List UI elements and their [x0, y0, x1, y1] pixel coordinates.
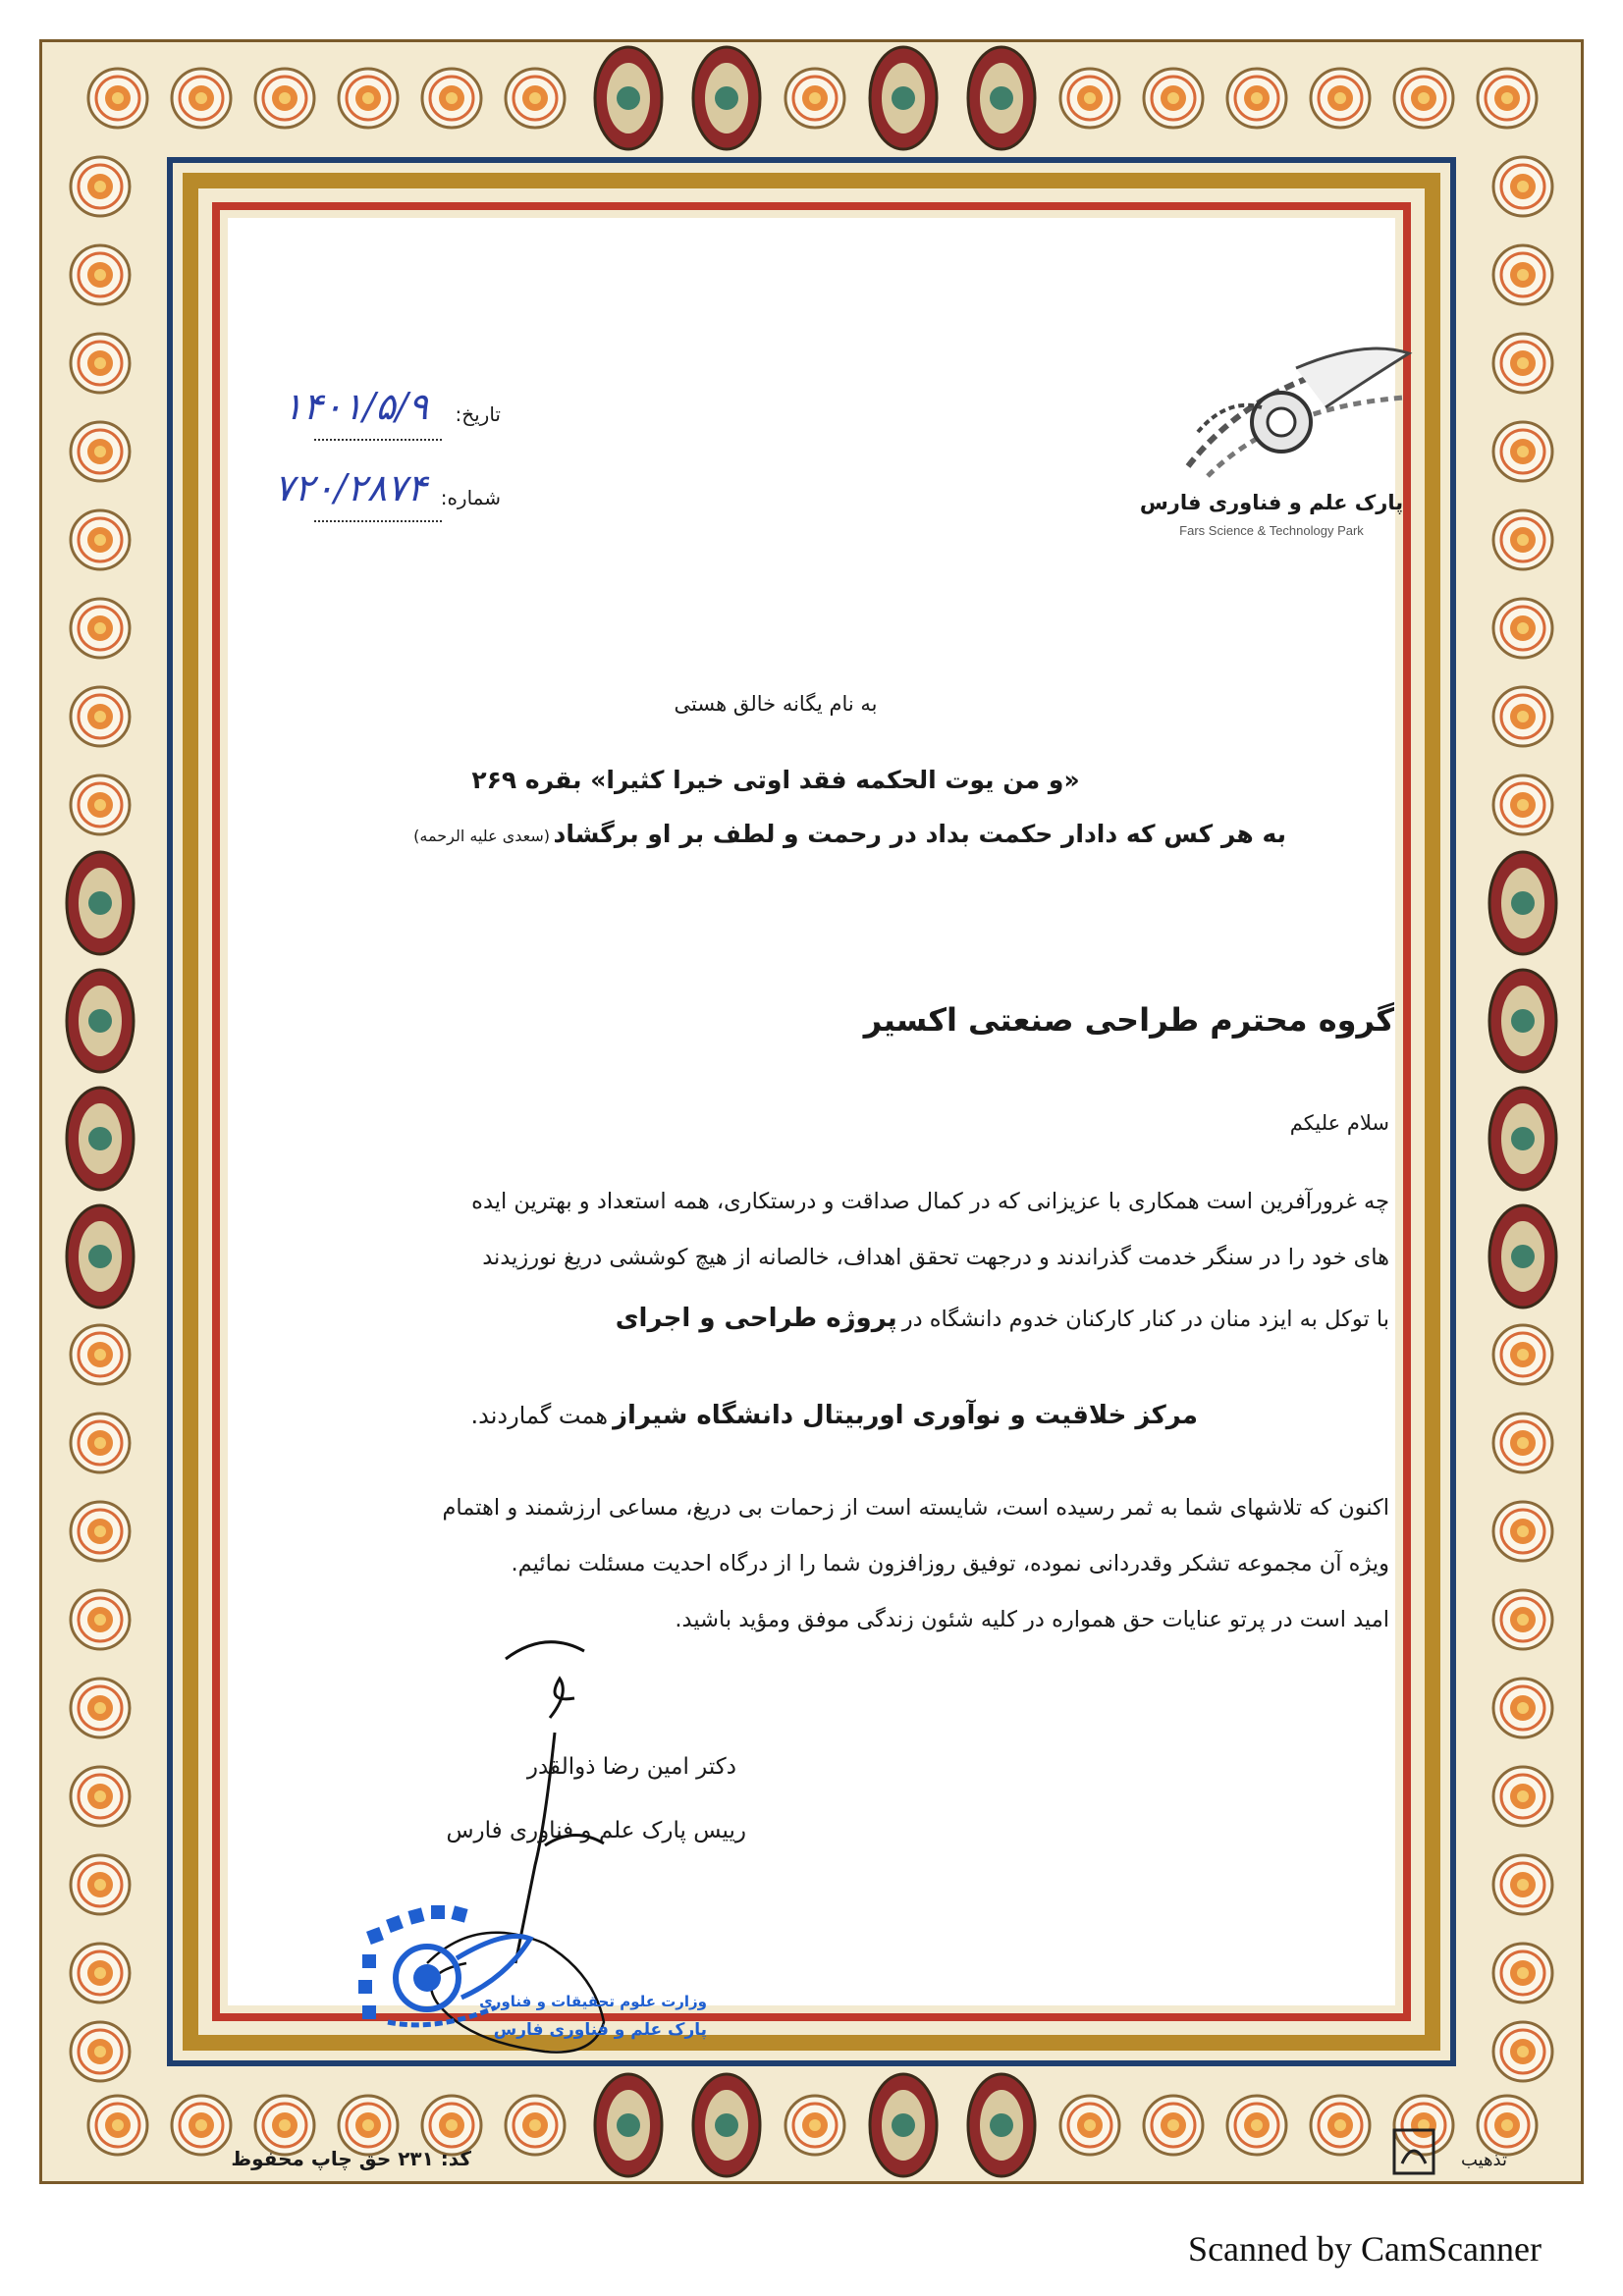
- date-value: ۱۴۰۱/۵/۹: [282, 385, 429, 428]
- paragraph-1-line-2: های خود را در سنگر خدمت گذراندند و درجهت تحقق اهداف، خالصانه از هیچ کوششی دریغ نورزیدند: [482, 1245, 1389, 1270]
- stamp-line-1: وزارت علوم تحقیقات و فناوری: [479, 1993, 707, 2010]
- logo-name-fa: پارک علم و فناوری فارس: [1139, 491, 1404, 514]
- paragraph-2-end: همت گماردند.: [470, 1402, 608, 1429]
- signer-name: دکتر امین رضا ذوالقدر: [526, 1754, 736, 1780]
- paragraph-1-line-1: چه غرورآفرین است همکاری با عزیزانی که در کمال صداقت و درستکاری، همه استعداد و بهترین ایده: [471, 1189, 1389, 1214]
- greeting: سلام علیکم: [1289, 1111, 1389, 1135]
- quote-line-2: به هر کس که دادار حکمت بداد در رحمت و لطف بر او برگشاد: [553, 820, 1286, 848]
- project-title: پروژه طراحی و اجرای: [615, 1304, 897, 1333]
- date-label: تاریخ:: [455, 402, 501, 426]
- number-underline: [314, 520, 442, 522]
- stamp-emblem-icon: [349, 1899, 535, 2037]
- number-label: شماره:: [440, 486, 501, 509]
- print-code: کد: ۲۳۱ حق چاپ محفوظ: [231, 2147, 471, 2170]
- park-logo-icon: [1168, 339, 1424, 486]
- recipient: گروه محترم طراحی صنعتی اکسیر: [863, 1001, 1394, 1039]
- paragraph-3-line-1: اکنون که تلاشهای شما به ثمر رسیده است، شایسته است از زحمات بی دریغ، مساعی ارزشمند و اهتمام: [442, 1495, 1389, 1521]
- quote-line-1: «و من یوت الحکمه فقد اوتی خیرا کثیرا» بقره ۲۶۹: [471, 766, 1080, 794]
- paragraph-3-line-3: امید است در پرتو عنایات حق همواره در کلیه شئون زندگی موفق ومؤید باشید.: [675, 1607, 1389, 1632]
- date-underline: [314, 439, 442, 441]
- signer-title: رییس پارک علم و فناوری فارس: [446, 1818, 746, 1843]
- center-name: مرکز خلاقیت و نوآوری اوربیتال دانشگاه شیراز: [613, 1401, 1198, 1430]
- stamp-line-2: پارک علم و فناوری فارس: [493, 2020, 707, 2040]
- invocation: به نام یگانه خالق هستی: [674, 692, 878, 716]
- quote-attribution: (سعدی علیه الرحمه): [413, 827, 550, 845]
- logo-name-en: Fars Science & Technology Park: [1179, 523, 1364, 538]
- gilder-credit: تذهیب: [1460, 2150, 1507, 2170]
- paragraph-1-line-3-a: با توکل به ایزد منان در کنار کارکنان خدوم دانشگاه در: [901, 1307, 1389, 1332]
- scanner-credit: Scanned by CamScanner: [1188, 2229, 1542, 2269]
- paragraph-2: [393, 1401, 1198, 1430]
- paragraph-3-line-2: ویژه آن مجموعه تشکر وقدردانی نموده، توفیق روزافزون شما را از درگاه احدیت مسئلت نمائیم.: [511, 1551, 1389, 1576]
- paragraph-1-line-3: [226, 1304, 1389, 1333]
- number-value: ۷۲۰/۲۸۷۴: [274, 466, 427, 509]
